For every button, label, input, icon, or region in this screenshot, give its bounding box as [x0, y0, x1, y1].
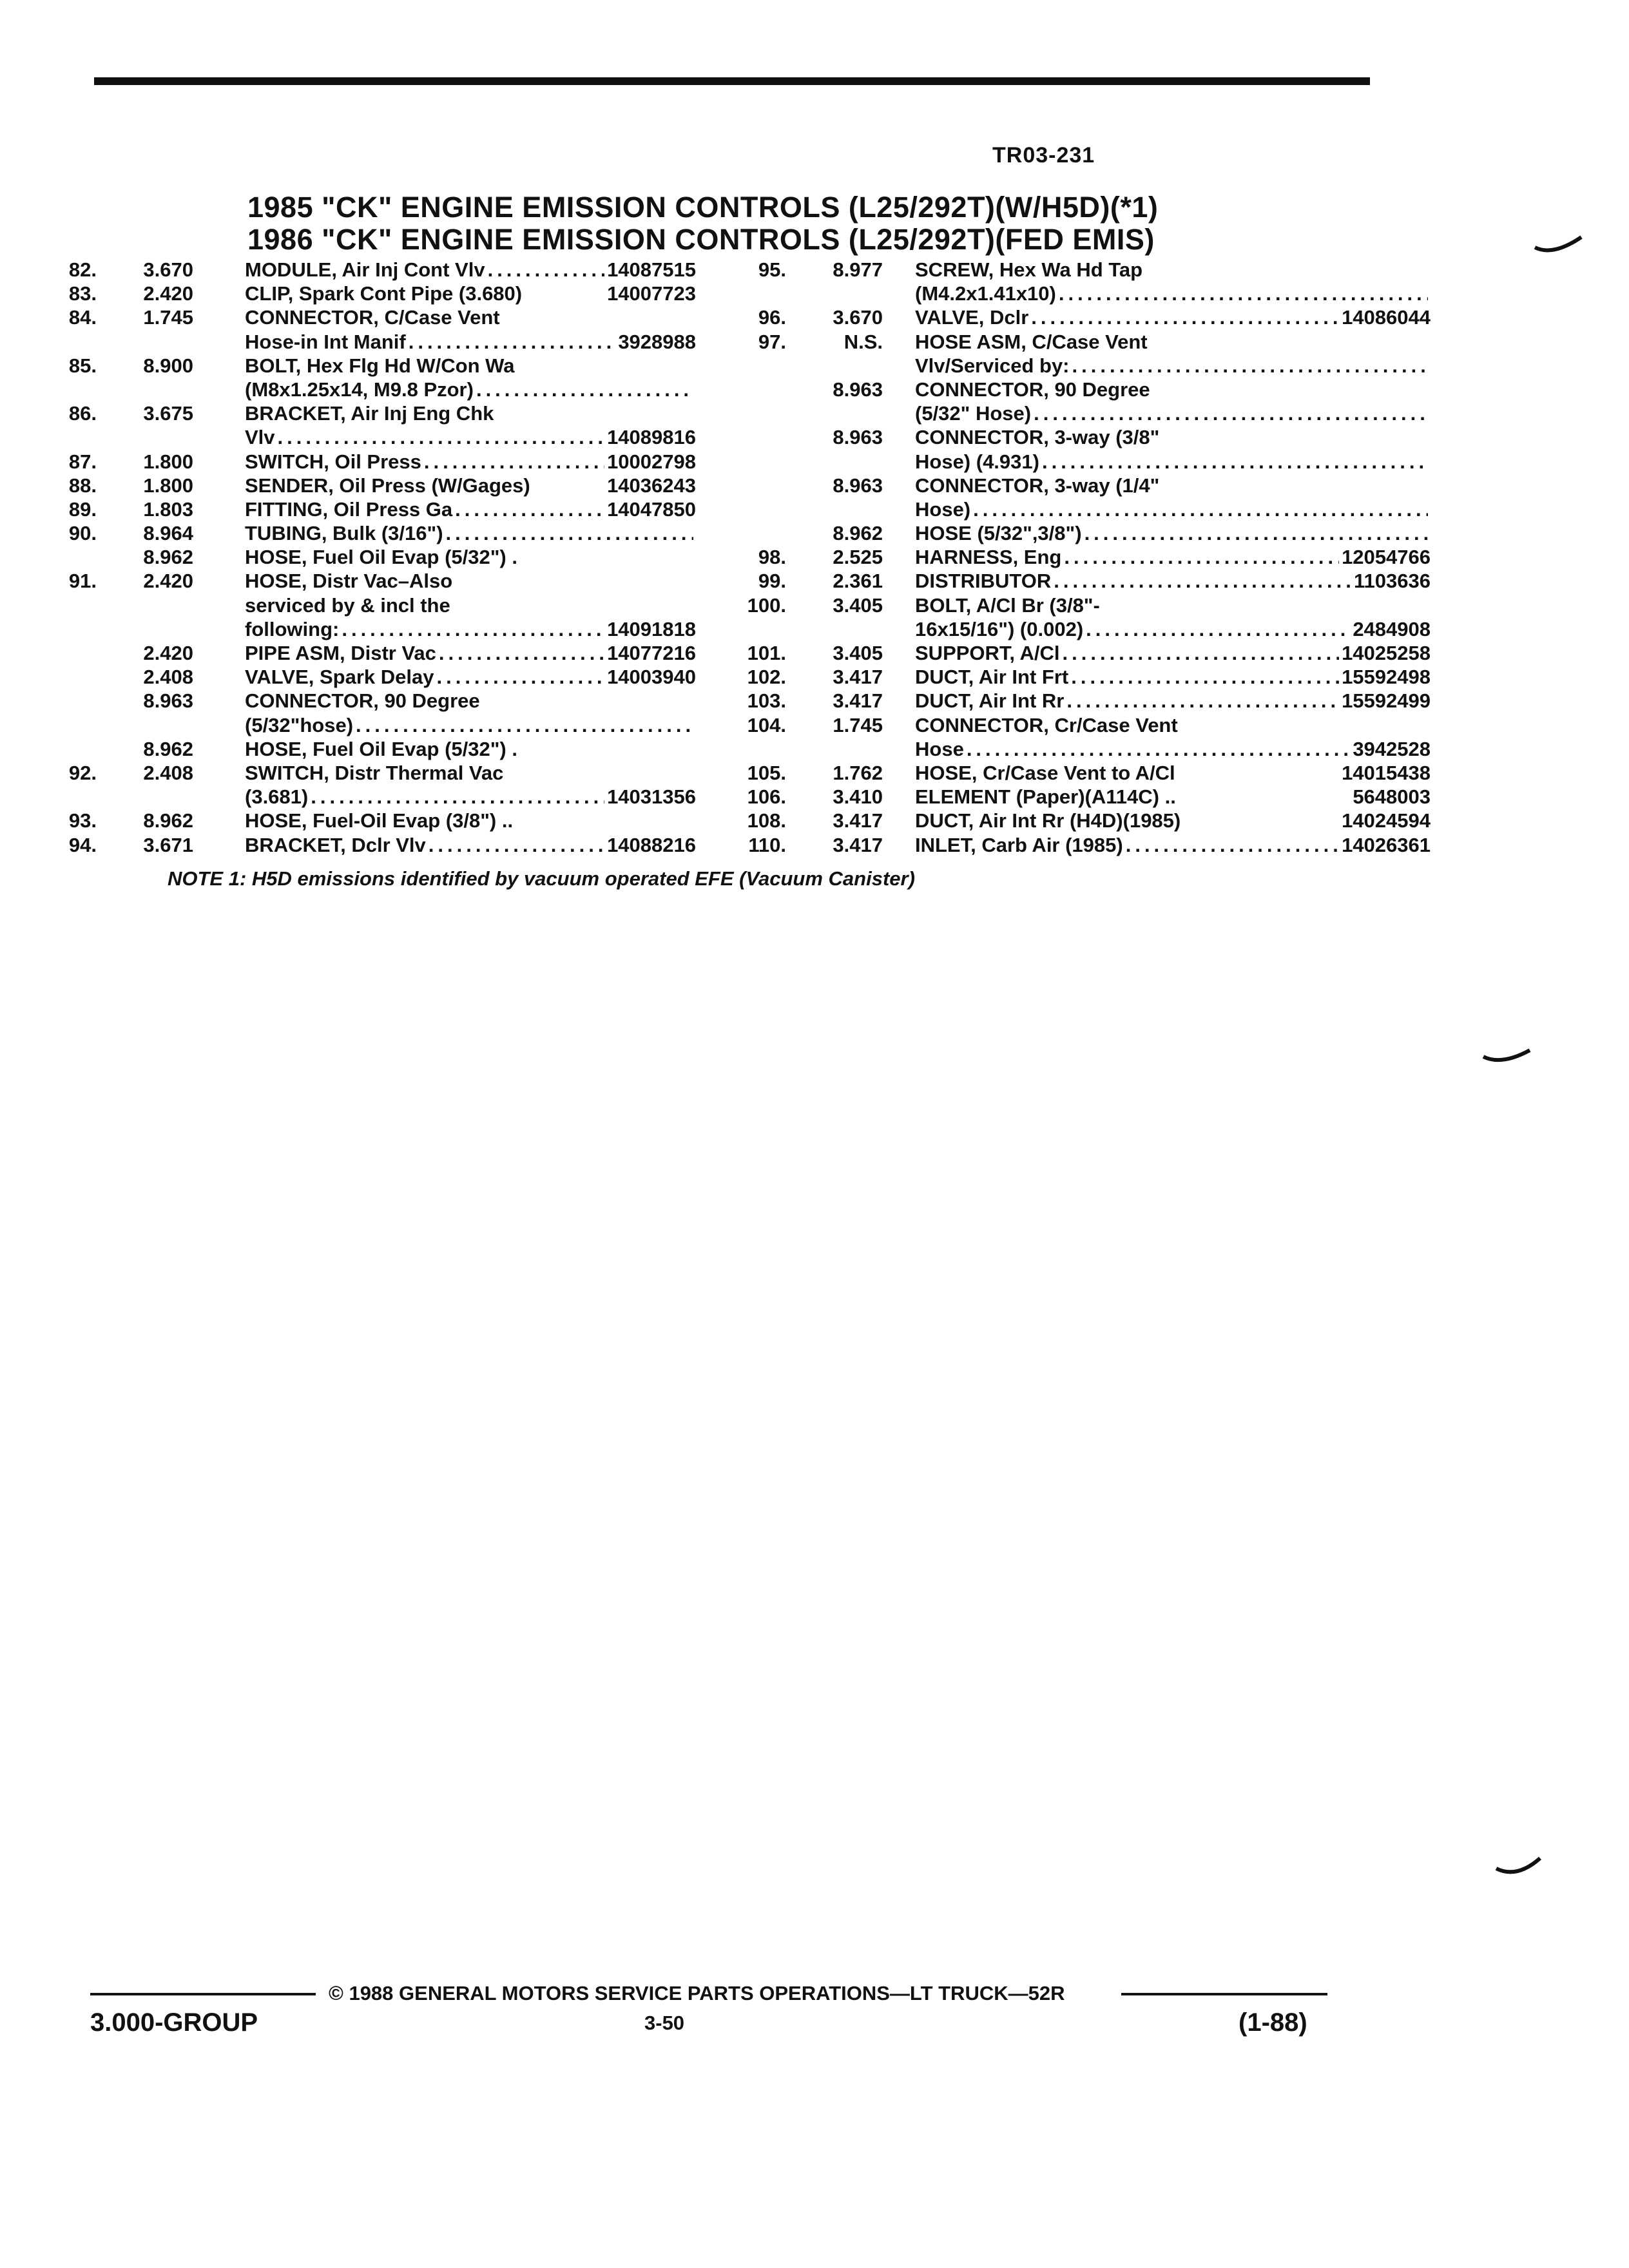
top-rule [94, 77, 1370, 85]
description-text: HOSE, Fuel Oil Evap (5/32") . [245, 737, 517, 760]
part-number [693, 305, 696, 329]
part-number [1428, 450, 1431, 474]
part-description [915, 282, 1431, 305]
item-number: 96. [758, 306, 786, 329]
part-description [915, 258, 1431, 282]
part-number [693, 521, 696, 545]
part-number [693, 545, 696, 569]
item-number: 82. [68, 258, 97, 281]
part-description [245, 474, 696, 497]
description-text: BOLT, Hex Flg Hd W/Con Wa [245, 354, 515, 377]
part-description [245, 713, 696, 737]
part-description [245, 282, 696, 305]
dot-leader [1068, 665, 1339, 689]
description-text: DUCT, Air Int Frt [915, 666, 1069, 689]
part-description [245, 737, 696, 761]
part-description [245, 450, 696, 474]
dot-leader [426, 833, 604, 857]
part-description [245, 617, 696, 641]
title-line-1: 1985 "CK" ENGINE EMISSION CONTROLS (L25/292T)(W/H5D)(*1) [247, 191, 1159, 224]
group-reference: 2.408 [143, 666, 193, 689]
item-number: 98. [758, 546, 786, 569]
part-description [915, 737, 1431, 761]
item-number: 99. [758, 570, 786, 593]
part-description [915, 330, 1431, 354]
dot-leader [485, 258, 604, 282]
part-number: 14036243 [607, 474, 696, 497]
part-description [915, 569, 1431, 593]
group-reference: 2.420 [143, 642, 193, 664]
part-description [245, 401, 696, 425]
description-text: CONNECTOR, 3-way (3/8" [915, 426, 1160, 449]
dot-leader [434, 665, 604, 689]
part-number [1428, 330, 1431, 354]
description-text: HOSE, Distr Vac–Also [245, 570, 453, 593]
part-description [245, 497, 696, 521]
description-text: HOSE, Fuel-Oil Evap (3/8") .. [245, 809, 514, 832]
dot-leader [1028, 305, 1339, 329]
dot-leader [1039, 450, 1428, 474]
description-text: PIPE ASM, Distr Vac [245, 642, 436, 664]
description-text: BOLT, A/Cl Br (3/8"- [915, 593, 1100, 617]
part-number: 14003940 [607, 666, 696, 689]
dot-leader [452, 497, 604, 521]
description-text: (M4.2x1.41x10) [915, 282, 1056, 305]
group-reference: 8.963 [833, 426, 883, 449]
part-description [915, 354, 1431, 378]
description-text: BRACKET, Dclr Vlv [245, 833, 426, 856]
group-reference: 1.745 [833, 713, 883, 736]
part-number: 12054766 [1342, 546, 1431, 569]
part-number: 5648003 [1353, 785, 1431, 809]
group-reference: 8.962 [143, 546, 193, 569]
part-description [915, 497, 1431, 521]
dot-leader [1031, 401, 1428, 425]
description-text: Vlv/Serviced by: [915, 354, 1070, 377]
description-text: DUCT, Air Int Rr [915, 689, 1065, 713]
description-text: (M8x1.25x14, M9.8 Pzor) [245, 378, 474, 401]
group-reference: 2.420 [143, 282, 193, 305]
part-number: 14007723 [607, 282, 696, 305]
group-reference: 3.405 [833, 642, 883, 664]
part-description [915, 761, 1431, 785]
part-number: 14087515 [607, 258, 696, 281]
description-text: VALVE, Spark Delay [245, 666, 434, 689]
description-text: HARNESS, Eng [915, 546, 1062, 569]
part-number [1428, 354, 1431, 378]
group-reference: 8.964 [143, 522, 193, 545]
group-reference: 3.417 [833, 809, 883, 832]
description-text: HOSE, Cr/Case Vent to A/Cl [915, 761, 1175, 784]
item-number: 92. [68, 761, 97, 784]
group-reference: 8.977 [833, 258, 883, 281]
part-number [1428, 401, 1431, 425]
part-number [693, 737, 696, 761]
part-number: 3928988 [618, 330, 696, 353]
item-number: 88. [68, 474, 97, 497]
part-number: 14077216 [607, 642, 696, 664]
part-description [245, 833, 696, 857]
check-mark-icon [1482, 1044, 1534, 1070]
description-text: CONNECTOR, 3-way (1/4" [915, 474, 1160, 497]
group-reference: 1.745 [143, 306, 193, 329]
part-number: 14047850 [607, 497, 696, 521]
part-number [1428, 258, 1431, 282]
dot-leader [474, 378, 693, 401]
description-text: SWITCH, Distr Thermal Vac [245, 761, 504, 784]
part-number: 14091818 [607, 617, 696, 640]
item-number: 103. [747, 689, 786, 713]
item-number: 83. [68, 282, 97, 305]
part-description [245, 569, 696, 593]
item-number: 89. [68, 497, 97, 521]
item-number: 87. [68, 450, 97, 473]
copyright-line: © 1988 GENERAL MOTORS SERVICE PARTS OPERATIONS—LT TRUCK—52R [329, 1982, 1065, 2004]
part-number [1428, 425, 1431, 449]
description-text: (5/32"hose) [245, 713, 354, 736]
dot-leader [275, 425, 605, 449]
description-text: SWITCH, Oil Press [245, 450, 421, 473]
description-text: MODULE, Air Inj Cont Vlv [245, 258, 485, 281]
part-description [245, 378, 696, 401]
description-text: SENDER, Oil Press (W/Gages) [245, 474, 530, 497]
part-number [693, 401, 696, 425]
description-text: HOSE ASM, C/Case Vent [915, 330, 1148, 353]
part-number: 14089816 [607, 426, 696, 449]
title-line-2: 1986 "CK" ENGINE EMISSION CONTROLS (L25/292T)(FED EMIS) [247, 223, 1155, 256]
part-number: 14026361 [1342, 833, 1431, 856]
part-number: 2484908 [1353, 617, 1431, 640]
footer-rule-left [90, 1993, 316, 1995]
description-text: HOSE (5/32",3/8") [915, 522, 1082, 545]
group-reference: 3.670 [143, 258, 193, 281]
part-description [915, 474, 1431, 497]
group-reference: 3.670 [833, 306, 883, 329]
part-number [693, 354, 696, 378]
part-number [693, 761, 696, 785]
description-text: ELEMENT (Paper)(A114C) .. [915, 785, 1176, 809]
check-mark-icon [1495, 1856, 1547, 1881]
dot-leader [1082, 521, 1428, 545]
description-text: DISTRIBUTOR [915, 570, 1052, 593]
item-number: 85. [68, 354, 97, 377]
description-text: FITTING, Oil Press Ga [245, 497, 453, 521]
part-description [245, 641, 696, 665]
description-text: Hose [915, 737, 964, 760]
part-description [245, 809, 696, 832]
dot-leader [443, 521, 693, 545]
dot-leader [1056, 282, 1428, 305]
group-reference: 8.962 [833, 522, 883, 545]
group-reference: 3.675 [143, 402, 193, 425]
item-number: 94. [68, 833, 97, 856]
part-number: 15592498 [1342, 666, 1431, 689]
description-text: CONNECTOR, 90 Degree [245, 689, 480, 713]
part-description [915, 809, 1431, 832]
group-reference: 8.963 [833, 378, 883, 401]
group-reference: 1.762 [833, 761, 883, 784]
part-number [1428, 282, 1431, 305]
dot-leader [1083, 617, 1350, 641]
page-number: 3-50 [644, 2012, 685, 2034]
group-reference: 3.405 [833, 593, 883, 617]
description-text: CONNECTOR, Cr/Case Vent [915, 713, 1178, 736]
part-number [693, 809, 696, 832]
part-number: 14086044 [1342, 306, 1431, 329]
part-description [915, 425, 1431, 449]
item-number: 106. [747, 785, 786, 809]
item-number: 104. [747, 713, 786, 736]
description-text: VALVE, Dclr [915, 306, 1029, 329]
part-number [1428, 713, 1431, 737]
group-reference: 3.417 [833, 833, 883, 856]
part-description [245, 330, 696, 354]
group-reference: 8.962 [143, 737, 193, 760]
description-text: Hose-in Int Manif [245, 330, 406, 353]
part-description [915, 785, 1431, 809]
group-reference: N.S. [843, 330, 883, 353]
description-text: following: [245, 617, 340, 640]
dot-leader [353, 713, 693, 737]
item-number: 95. [758, 258, 786, 281]
description-text: CONNECTOR, C/Case Vent [245, 306, 500, 329]
group-label: 3.000-GROUP [90, 2008, 258, 2037]
description-text: SUPPORT, A/Cl [915, 642, 1060, 664]
part-description [915, 450, 1431, 474]
part-number [693, 713, 696, 737]
part-description [915, 545, 1431, 569]
part-number: 15592499 [1342, 689, 1431, 713]
part-description [915, 689, 1431, 713]
description-text: CONNECTOR, 90 Degree [915, 378, 1150, 401]
part-number [693, 378, 696, 401]
part-description [245, 354, 696, 378]
description-text: serviced by & incl the [245, 593, 450, 617]
part-description [245, 689, 696, 713]
group-reference: 3.410 [833, 785, 883, 809]
part-number: 14024594 [1342, 809, 1431, 832]
part-description [245, 521, 696, 545]
part-number [1428, 497, 1431, 521]
part-number: 14088216 [607, 833, 696, 856]
part-description [915, 617, 1431, 641]
group-reference: 3.417 [833, 689, 883, 713]
part-description [245, 593, 696, 617]
dot-leader [1123, 833, 1339, 857]
item-number: 110. [748, 833, 786, 856]
description-text: Hose) (4.931) [915, 450, 1039, 473]
page-code: TR03-231 [992, 143, 1095, 168]
check-mark-icon [1534, 232, 1585, 258]
description-text: (3.681) [245, 785, 309, 809]
part-description [245, 305, 696, 329]
group-reference: 1.800 [143, 474, 193, 497]
part-number: 1103636 [1354, 570, 1431, 593]
dot-leader [1070, 354, 1428, 378]
part-number [693, 569, 696, 593]
group-reference: 8.962 [143, 809, 193, 832]
part-description [915, 401, 1431, 425]
item-number: 101. [747, 642, 786, 664]
description-text: BRACKET, Air Inj Eng Chk [245, 402, 494, 425]
description-text: SCREW, Hex Wa Hd Tap [915, 258, 1143, 281]
item-number: 102. [747, 666, 786, 689]
part-description [245, 258, 696, 282]
group-reference: 2.361 [833, 570, 883, 593]
description-text: DUCT, Air Int Rr (H4D)(1985) [915, 809, 1181, 832]
item-number: 97. [758, 330, 786, 353]
part-description [915, 378, 1431, 401]
part-description [245, 425, 696, 449]
dot-leader [421, 450, 604, 474]
part-number [693, 689, 696, 713]
dot-leader [1051, 569, 1351, 593]
part-number [1428, 378, 1431, 401]
item-number: 108. [747, 809, 786, 832]
description-text: (5/32" Hose) [915, 402, 1032, 425]
description-text: HOSE, Fuel Oil Evap (5/32") . [245, 546, 517, 569]
group-reference: 2.420 [143, 570, 193, 593]
part-number: 14015438 [1342, 761, 1431, 784]
part-number [1428, 521, 1431, 545]
part-number: 14031356 [607, 785, 696, 809]
part-description [915, 305, 1431, 329]
group-reference: 8.963 [143, 689, 193, 713]
part-description [245, 665, 696, 689]
dot-leader [970, 497, 1428, 521]
item-number: 91. [68, 570, 97, 593]
item-number: 93. [68, 809, 97, 832]
description-text: Hose) [915, 497, 971, 521]
part-description [245, 545, 696, 569]
revision-date: (1-88) [1239, 2008, 1307, 2037]
part-number: 3942528 [1353, 737, 1431, 760]
part-description [915, 521, 1431, 545]
group-reference: 2.408 [143, 761, 193, 784]
dot-leader [1064, 689, 1339, 713]
item-number: 86. [68, 402, 97, 425]
footnote: NOTE 1: H5D emissions identified by vacuum operated EFE (Vacuum Canister) [168, 867, 915, 890]
description-text: INLET, Carb Air (1985) [915, 833, 1123, 856]
part-number [693, 593, 696, 617]
description-text: CLIP, Spark Cont Pipe (3.680) [245, 282, 523, 305]
group-reference: 2.525 [833, 546, 883, 569]
description-text: TUBING, Bulk (3/16") [245, 522, 443, 545]
part-description [915, 665, 1431, 689]
part-number [1428, 593, 1431, 617]
part-description [915, 641, 1431, 665]
dot-leader [1061, 545, 1339, 569]
item-number: 100. [747, 593, 786, 617]
group-reference: 8.900 [143, 354, 193, 377]
item-number: 84. [68, 306, 97, 329]
dot-leader [1060, 641, 1340, 665]
footer-rule-right [1121, 1993, 1327, 1995]
group-reference: 1.803 [143, 497, 193, 521]
part-description [245, 785, 696, 809]
dot-leader [436, 641, 604, 665]
group-reference: 3.417 [833, 666, 883, 689]
group-reference: 1.800 [143, 450, 193, 473]
description-text: Vlv [245, 426, 275, 449]
group-reference: 3.671 [143, 833, 193, 856]
dot-leader [964, 737, 1351, 761]
dot-leader [339, 617, 604, 641]
dot-leader [406, 330, 616, 354]
part-description [915, 593, 1431, 617]
part-number: 10002798 [607, 450, 696, 473]
part-description [915, 713, 1431, 737]
item-number: 105. [747, 761, 786, 784]
item-number: 90. [68, 522, 97, 545]
dot-leader [308, 785, 604, 809]
part-description [245, 761, 696, 785]
part-number: 14025258 [1342, 642, 1431, 664]
description-text: 16x15/16") (0.002) [915, 617, 1084, 640]
part-description [915, 833, 1431, 857]
group-reference: 8.963 [833, 474, 883, 497]
part-number [1428, 474, 1431, 497]
